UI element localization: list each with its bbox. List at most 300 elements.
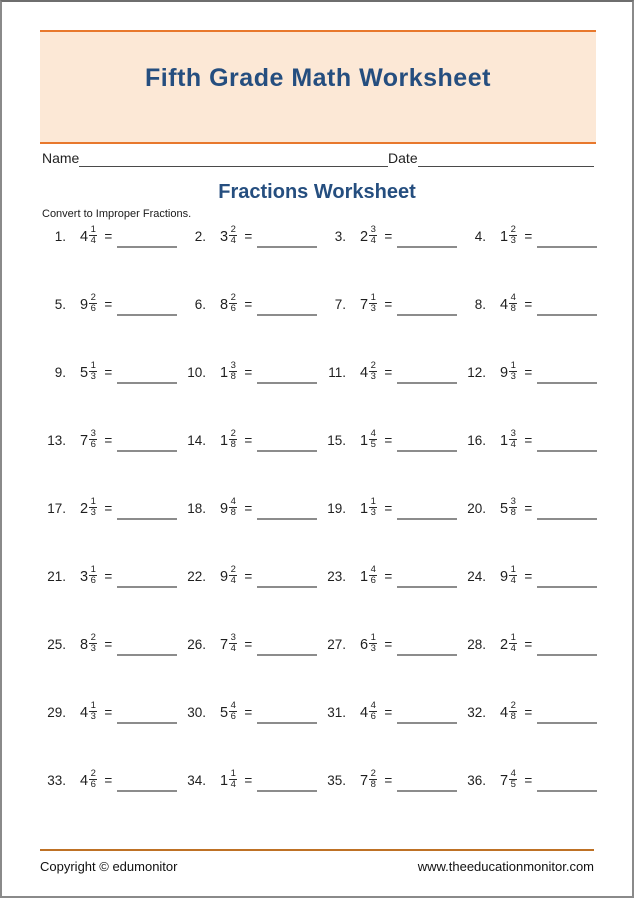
footer-copyright: Copyright © edumonitor: [40, 859, 178, 874]
fraction-denominator: 4: [230, 779, 236, 791]
worksheet-instructions: Convert to Improper Fractions.: [42, 208, 192, 220]
problem-number: 18.: [187, 501, 206, 516]
fraction-numerator: 3: [510, 428, 516, 439]
whole-number: 1: [220, 364, 229, 381]
fraction-denominator: 3: [370, 507, 376, 519]
problem-number: 11.: [328, 365, 346, 380]
problem-item: [42, 770, 182, 838]
equals-sign: =: [384, 637, 393, 652]
fraction-denominator: 3: [90, 371, 96, 383]
fraction-denominator: 3: [90, 507, 96, 519]
mixed-number: [500, 634, 517, 655]
fraction: [369, 293, 377, 315]
footer: [40, 849, 594, 874]
fraction-denominator: 3: [370, 303, 376, 315]
equals-sign: =: [524, 433, 533, 448]
equals-sign: =: [244, 433, 253, 448]
equals-sign: =: [244, 773, 253, 788]
problem-number: 30.: [187, 705, 206, 720]
problem-number: 4.: [474, 229, 486, 244]
answer-blank: [117, 382, 177, 384]
equals-sign: =: [104, 229, 113, 244]
whole-number: 4: [80, 772, 89, 789]
fraction-numerator: 2: [90, 632, 96, 643]
answer-blank: [537, 654, 597, 656]
answer-blank: [537, 790, 597, 792]
answer-blank: [117, 722, 177, 724]
equals-sign: =: [384, 705, 393, 720]
fraction-numerator: 2: [230, 564, 236, 575]
equals-sign: =: [244, 229, 253, 244]
equals-sign: =: [244, 501, 253, 516]
fraction: [89, 565, 97, 587]
mixed-number: [80, 566, 97, 587]
equals-sign: =: [524, 501, 533, 516]
answer-blank: [537, 314, 597, 316]
fraction: [229, 565, 237, 587]
problem-item: [322, 362, 462, 430]
fraction: [89, 293, 97, 315]
answer-blank: [397, 654, 457, 656]
fraction: [509, 361, 517, 383]
problem-number: 12.: [467, 365, 486, 380]
fraction-numerator: 1: [90, 564, 96, 575]
problem-number: 29.: [47, 705, 66, 720]
problem-item: [182, 498, 322, 566]
whole-number: 9: [500, 568, 509, 585]
problem-number: 23.: [327, 569, 346, 584]
problem-item: [322, 498, 462, 566]
mixed-number: [360, 634, 377, 655]
fraction: [509, 225, 517, 247]
answer-blank: [117, 518, 177, 520]
mixed-number: [500, 702, 517, 723]
fraction-numerator: 3: [230, 632, 236, 643]
fraction-numerator: 4: [370, 700, 376, 711]
fraction-denominator: 8: [510, 303, 516, 315]
problem-number: 13.: [47, 433, 66, 448]
equals-sign: =: [524, 773, 533, 788]
fraction-numerator: 2: [510, 700, 516, 711]
whole-number: 1: [360, 432, 369, 449]
fraction: [89, 701, 97, 723]
mixed-number: [360, 362, 377, 383]
problem-number: 35.: [327, 773, 346, 788]
problem-item: [182, 702, 322, 770]
fraction: [229, 225, 237, 247]
whole-number: 4: [500, 296, 509, 313]
problem-item: [182, 226, 322, 294]
answer-blank: [537, 722, 597, 724]
whole-number: 1: [500, 432, 509, 449]
fraction: [509, 633, 517, 655]
whole-number: 4: [80, 228, 89, 245]
fraction-numerator: 4: [370, 564, 376, 575]
fraction-numerator: 1: [510, 632, 516, 643]
fraction-denominator: 4: [370, 235, 376, 247]
fraction-denominator: 3: [90, 643, 96, 655]
answer-blank: [257, 654, 317, 656]
fraction-denominator: 6: [230, 711, 236, 723]
problem-item: [462, 294, 602, 362]
fraction-denominator: 4: [510, 643, 516, 655]
whole-number: 4: [80, 704, 89, 721]
problem-item: [322, 430, 462, 498]
equals-sign: =: [524, 365, 533, 380]
fraction-denominator: 4: [90, 235, 96, 247]
problem-number: 5.: [54, 297, 66, 312]
problem-item: [322, 634, 462, 702]
fraction-numerator: 1: [370, 292, 376, 303]
fraction: [229, 361, 237, 383]
mixed-number: [220, 294, 237, 315]
problem-number: 26.: [187, 637, 206, 652]
fraction-numerator: 2: [90, 292, 96, 303]
fraction-denominator: 6: [90, 439, 96, 451]
answer-blank: [397, 586, 457, 588]
problem-item: [462, 498, 602, 566]
answer-blank: [257, 450, 317, 452]
fraction: [89, 769, 97, 791]
problem-item: [42, 702, 182, 770]
fraction-numerator: 3: [230, 360, 236, 371]
fraction-numerator: 3: [510, 496, 516, 507]
problem-number: 10.: [187, 365, 206, 380]
fraction-denominator: 5: [370, 439, 376, 451]
mixed-number: [360, 430, 377, 451]
fraction-denominator: 3: [370, 371, 376, 383]
problem-item: [42, 498, 182, 566]
problem-number: 6.: [194, 297, 206, 312]
whole-number: 9: [220, 500, 229, 517]
equals-sign: =: [524, 569, 533, 584]
mixed-number: [500, 566, 517, 587]
mixed-number: [360, 226, 377, 247]
fraction-denominator: 8: [230, 439, 236, 451]
answer-blank: [397, 246, 457, 248]
page-title: Fifth Grade Math Worksheet: [145, 63, 491, 92]
answer-blank: [537, 450, 597, 452]
whole-number: 8: [220, 296, 229, 313]
problem-item: [462, 634, 602, 702]
equals-sign: =: [524, 637, 533, 652]
name-label: Name: [42, 150, 80, 166]
answer-blank: [117, 450, 177, 452]
date-blank-line: [418, 152, 594, 167]
problem-item: [182, 430, 322, 498]
fraction-numerator: 1: [90, 496, 96, 507]
answer-blank: [117, 314, 177, 316]
problem-item: [182, 362, 322, 430]
answer-blank: [537, 382, 597, 384]
equals-sign: =: [244, 365, 253, 380]
problem-number: 34.: [187, 773, 206, 788]
fraction-denominator: 3: [370, 643, 376, 655]
fraction: [89, 225, 97, 247]
answer-blank: [257, 382, 317, 384]
footer-website: www.theeducationmonitor.com: [417, 859, 594, 874]
fraction-numerator: 2: [230, 428, 236, 439]
problem-item: [182, 566, 322, 634]
equals-sign: =: [104, 297, 113, 312]
problem-item: [42, 634, 182, 702]
mixed-number: [80, 430, 97, 451]
answer-blank: [257, 518, 317, 520]
answer-blank: [117, 790, 177, 792]
answer-blank: [397, 790, 457, 792]
fraction-numerator: 1: [510, 360, 516, 371]
answer-blank: [397, 450, 457, 452]
problem-item: [182, 770, 322, 838]
whole-number: 4: [360, 364, 369, 381]
mixed-number: [220, 226, 237, 247]
problem-number: 3.: [334, 229, 346, 244]
equals-sign: =: [104, 365, 113, 380]
date-label: Date: [388, 150, 418, 166]
problem-item: [462, 566, 602, 634]
whole-number: 9: [80, 296, 89, 313]
fraction-denominator: 4: [510, 439, 516, 451]
mixed-number: [80, 702, 97, 723]
mixed-number: [220, 566, 237, 587]
mixed-number: [360, 770, 377, 791]
whole-number: 1: [220, 432, 229, 449]
fraction-denominator: 4: [230, 575, 236, 587]
answer-blank: [117, 586, 177, 588]
answer-blank: [397, 314, 457, 316]
fraction-numerator: 2: [230, 292, 236, 303]
answer-blank: [537, 246, 597, 248]
mixed-number: [500, 498, 517, 519]
whole-number: 8: [80, 636, 89, 653]
equals-sign: =: [384, 501, 393, 516]
fraction: [89, 361, 97, 383]
fraction: [509, 565, 517, 587]
fraction: [229, 769, 237, 791]
fraction: [229, 429, 237, 451]
answer-blank: [537, 586, 597, 588]
mixed-number: [80, 634, 97, 655]
fraction: [89, 633, 97, 655]
mixed-number: [500, 226, 517, 247]
fraction: [89, 429, 97, 451]
equals-sign: =: [104, 773, 113, 788]
mixed-number: [80, 498, 97, 519]
problem-number: 25.: [47, 637, 66, 652]
name-date-row: [42, 150, 594, 167]
fraction: [369, 361, 377, 383]
problem-number: 32.: [467, 705, 486, 720]
fraction-denominator: 3: [510, 371, 516, 383]
problem-number: 15.: [327, 433, 346, 448]
problem-item: [42, 430, 182, 498]
equals-sign: =: [244, 705, 253, 720]
problem-item: [42, 294, 182, 362]
name-blank-line: [79, 152, 388, 167]
whole-number: 3: [80, 568, 89, 585]
equals-sign: =: [104, 705, 113, 720]
whole-number: 6: [360, 636, 369, 653]
problem-number: 17.: [47, 501, 66, 516]
mixed-number: [80, 226, 97, 247]
problem-item: [462, 702, 602, 770]
problem-item: [322, 226, 462, 294]
answer-blank: [257, 586, 317, 588]
whole-number: 7: [220, 636, 229, 653]
mixed-number: [500, 770, 517, 791]
whole-number: 4: [360, 704, 369, 721]
mixed-number: [80, 362, 97, 383]
mixed-number: [500, 430, 517, 451]
fraction: [229, 497, 237, 519]
fraction-denominator: 8: [230, 371, 236, 383]
mixed-number: [360, 498, 377, 519]
problem-number: 19.: [327, 501, 346, 516]
fraction-denominator: 8: [510, 711, 516, 723]
answer-blank: [397, 722, 457, 724]
fraction-numerator: 2: [90, 768, 96, 779]
problem-number: 24.: [467, 569, 486, 584]
equals-sign: =: [384, 297, 393, 312]
problem-item: [322, 566, 462, 634]
whole-number: 7: [360, 772, 369, 789]
mixed-number: [500, 362, 517, 383]
answer-blank: [397, 382, 457, 384]
fraction-numerator: 2: [370, 360, 376, 371]
fraction-numerator: 4: [370, 428, 376, 439]
whole-number: 2: [500, 636, 509, 653]
fraction: [509, 293, 517, 315]
mixed-number: [360, 294, 377, 315]
fraction-denominator: 8: [370, 779, 376, 791]
problem-item: [462, 362, 602, 430]
problem-number: 36.: [467, 773, 486, 788]
mixed-number: [220, 362, 237, 383]
whole-number: 7: [360, 296, 369, 313]
fraction-denominator: 3: [510, 235, 516, 247]
problem-number: 21.: [47, 569, 66, 584]
fraction: [229, 293, 237, 315]
fraction-numerator: 1: [510, 564, 516, 575]
fraction-numerator: 3: [90, 428, 96, 439]
problem-item: [42, 566, 182, 634]
fraction: [509, 497, 517, 519]
whole-number: 1: [220, 772, 229, 789]
fraction-denominator: 3: [90, 711, 96, 723]
equals-sign: =: [384, 569, 393, 584]
fraction: [509, 429, 517, 451]
whole-number: 9: [220, 568, 229, 585]
problem-number: 7.: [334, 297, 346, 312]
whole-number: 4: [500, 704, 509, 721]
whole-number: 5: [80, 364, 89, 381]
fraction: [89, 497, 97, 519]
whole-number: 5: [220, 704, 229, 721]
fraction-numerator: 1: [90, 224, 96, 235]
whole-number: 9: [500, 364, 509, 381]
fraction-denominator: 6: [90, 575, 96, 587]
fraction-numerator: 1: [370, 632, 376, 643]
equals-sign: =: [104, 569, 113, 584]
fraction-denominator: 6: [90, 779, 96, 791]
whole-number: 3: [220, 228, 229, 245]
equals-sign: =: [244, 297, 253, 312]
problem-item: [42, 362, 182, 430]
fraction-numerator: 1: [230, 768, 236, 779]
problem-number: 1.: [54, 229, 66, 244]
equals-sign: =: [524, 229, 533, 244]
fraction-numerator: 2: [230, 224, 236, 235]
answer-blank: [537, 518, 597, 520]
fraction: [509, 701, 517, 723]
problem-number: 33.: [47, 773, 66, 788]
fraction-numerator: 4: [510, 768, 516, 779]
fraction-denominator: 4: [230, 643, 236, 655]
fraction: [369, 701, 377, 723]
whole-number: 5: [500, 500, 509, 517]
problem-item: [322, 294, 462, 362]
answer-blank: [117, 246, 177, 248]
problem-item: [322, 770, 462, 838]
header-band: [40, 30, 596, 144]
equals-sign: =: [244, 569, 253, 584]
equals-sign: =: [384, 365, 393, 380]
fraction: [369, 633, 377, 655]
equals-sign: =: [104, 637, 113, 652]
problem-item: [182, 294, 322, 362]
fraction-denominator: 6: [370, 711, 376, 723]
fraction-numerator: 1: [370, 496, 376, 507]
fraction: [369, 429, 377, 451]
mixed-number: [220, 770, 237, 791]
fraction-denominator: 8: [510, 507, 516, 519]
mixed-number: [360, 702, 377, 723]
fraction: [229, 701, 237, 723]
equals-sign: =: [524, 705, 533, 720]
answer-blank: [257, 314, 317, 316]
problem-number: 16.: [467, 433, 486, 448]
fraction-numerator: 3: [370, 224, 376, 235]
problem-number: 14.: [187, 433, 206, 448]
answer-blank: [397, 518, 457, 520]
fraction: [369, 225, 377, 247]
mixed-number: [80, 770, 97, 791]
fraction-denominator: 6: [370, 575, 376, 587]
equals-sign: =: [104, 501, 113, 516]
problem-number: 22.: [187, 569, 206, 584]
whole-number: 7: [80, 432, 89, 449]
fraction: [369, 565, 377, 587]
equals-sign: =: [384, 229, 393, 244]
mixed-number: [360, 566, 377, 587]
mixed-number: [220, 702, 237, 723]
fraction: [229, 633, 237, 655]
fraction-numerator: 4: [230, 496, 236, 507]
problem-number: 27.: [327, 637, 346, 652]
fraction: [369, 497, 377, 519]
fraction-numerator: 4: [230, 700, 236, 711]
answer-blank: [257, 790, 317, 792]
equals-sign: =: [384, 433, 393, 448]
problem-number: 2.: [194, 229, 206, 244]
whole-number: 2: [360, 228, 369, 245]
worksheet-title: Fractions Worksheet: [218, 181, 416, 203]
fraction-denominator: 8: [230, 507, 236, 519]
equals-sign: =: [244, 637, 253, 652]
equals-sign: =: [104, 433, 113, 448]
answer-blank: [257, 722, 317, 724]
fraction-numerator: 4: [510, 292, 516, 303]
